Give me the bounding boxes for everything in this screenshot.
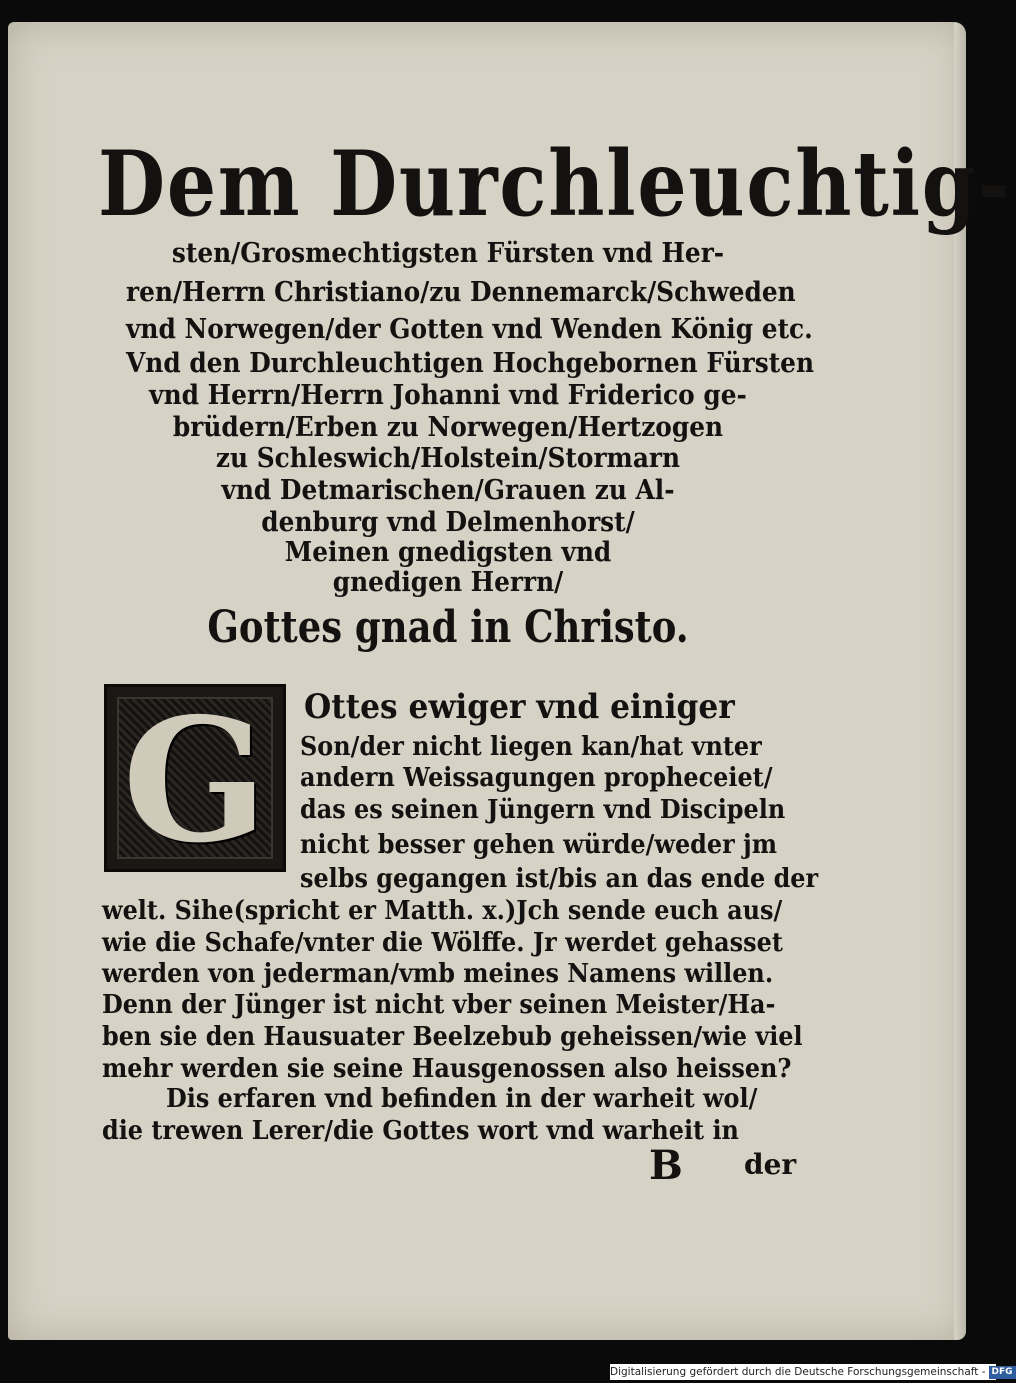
body-line: Son/der nicht liegen kan/hat vnter bbox=[300, 732, 762, 762]
catchword: der bbox=[744, 1148, 797, 1181]
heading-line: brüdern/Erben zu Norwegen/Hertzogen bbox=[172, 412, 724, 443]
body-line: werden von jederman/vmb meines Namens willen. bbox=[102, 959, 774, 989]
body-line: Dis erfaren vnd befinden in der warheit wol/ bbox=[166, 1084, 758, 1114]
body-line: das es seinen Jüngern vnd Discipeln bbox=[300, 795, 786, 825]
decorated-initial bbox=[104, 681, 286, 881]
dfg-logo: DFG bbox=[989, 1366, 1016, 1379]
heading-line: Meinen gnedigsten vnd bbox=[284, 537, 612, 568]
body-line: nicht besser gehen würde/weder jm bbox=[300, 830, 778, 860]
signature-mark: B bbox=[649, 1142, 683, 1189]
body-line: selbs gegangen ist/bis an das ende der bbox=[300, 864, 819, 894]
page-title: Dem Durchleuchtig- bbox=[98, 131, 1012, 237]
greeting: Gottes gnad in Christo. bbox=[207, 602, 689, 653]
heading-line: denburg vnd Delmenhorst/ bbox=[261, 507, 635, 538]
heading-line: ren/Herrn Christiano/zu Dennemarck/Schweden bbox=[126, 277, 796, 308]
body-line: die trewen Lerer/die Gottes wort vnd warheit in bbox=[102, 1116, 739, 1146]
body-line: Ottes ewiger vnd einiger bbox=[304, 687, 735, 727]
page-text bbox=[8, 22, 1012, 1340]
heading-line: Vnd den Durchleuchtigen Hochgebornen Fürsten bbox=[126, 348, 815, 379]
body-line: mehr werden sie seine Hausgenossen also heissen? bbox=[102, 1054, 792, 1084]
body-line: andern Weissagungen propheceiet/ bbox=[300, 763, 773, 793]
body-line: welt. Sihe(spricht er Matth. x.)Jch sende euch aus/ bbox=[102, 896, 783, 926]
book-page bbox=[8, 22, 1012, 1340]
footer-credit bbox=[610, 1364, 1013, 1380]
heading-line: sten/Grosmechtigsten Fürsten vnd Her- bbox=[171, 238, 725, 269]
heading-line: vnd Norwegen/der Gotten vnd Wenden König etc. bbox=[126, 314, 813, 345]
body-line: ben sie den Hausuater Beelzebub geheissen/wie viel bbox=[102, 1022, 803, 1052]
heading-line: gnedigen Herrn/ bbox=[332, 567, 564, 598]
heading-line: vnd Detmarischen/Grauen zu Al- bbox=[221, 475, 675, 506]
initial-letter: G bbox=[122, 681, 268, 881]
heading-line: vnd Herrn/Herrn Johanni vnd Friderico ge- bbox=[149, 380, 747, 411]
heading-line: zu Schleswich/Holstein/Stormarn bbox=[215, 443, 681, 474]
footer-text: Digitalisierung gefördert durch die Deutsche Forschungsgemeinschaft - bbox=[610, 1366, 986, 1378]
body-line: Denn der Jünger ist nicht vber seinen Meister/Ha- bbox=[102, 990, 776, 1020]
body-line: wie die Schafe/vnter die Wölffe. Jr werdet gehasset bbox=[102, 928, 783, 958]
